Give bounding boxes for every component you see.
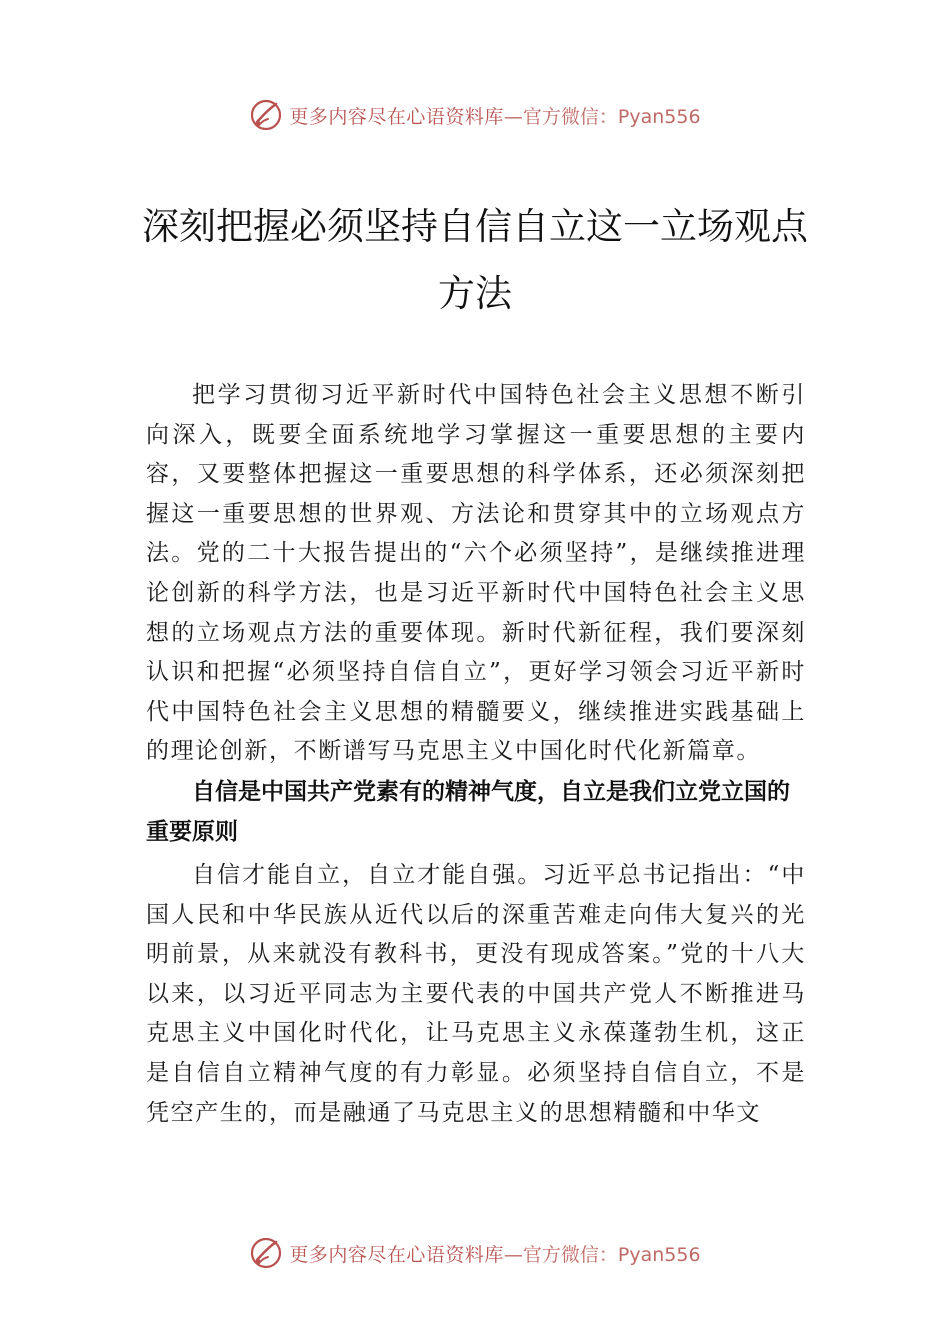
paragraph-intro: 把学习贯彻习近平新时代中国特色社会主义思想不断引向深入，既要全面系统地学习掌握这一重要思想的主要内容，又要整体把握这一重要思想的科学体系，还必须深刻把握这一重要思想的世界观、方法论和贯穿其中的立场观点方法。党的二十大报告提出的“六个必须坚持”，是继续推进理论创新的科学方法，也是习近平新时代中国特色社会主义思想的立场观点方法的重要体现。新时代新征程，我们要深刻认识和把握“必须坚持自信自立”，更好学习领会习近平新时代中国特色社会主义思想的精髓要义，继续推进实践基础上的理论创新，不断谱写马克思主义中国化时代化新篇章。 xyxy=(146,382,806,765)
document-title-line1: 深刻把握必须坚持自信自立这一立场观点 xyxy=(142,205,808,248)
paragraph-section1: 自信才能自立，自立才能自强。习近平总书记指出：“中国人民和中华民族从近代以后的深重苦难走向伟大复兴的光明前景，从来就没有教科书，更没有现成答案。”党的十八大以来，以习近平同志为主要代表的中国共产党人不断推进马克思主义中国化时代化，让马克思主义永葆蓬勃生机，这正是自信自立精神气度的有力彰显。必须坚持自信自立，不是凭空产生的，而是融通了马克思主义的思想精髓和中华文 xyxy=(146,862,806,1126)
brush-logo-icon xyxy=(249,98,283,132)
footer-site-name: 更多内容尽在心语资料库 xyxy=(289,1243,504,1266)
section-heading: 自信是中国共产党素有的精神气度，自立是我们立党立国的重要原则 xyxy=(146,779,790,845)
document-title-line2: 方法 xyxy=(438,272,512,315)
footer-banner xyxy=(0,1233,950,1273)
header-banner xyxy=(0,95,950,135)
header-wechat-label: —官方微信：Pyan556 xyxy=(503,105,701,128)
footer-wechat-label: —官方微信：Pyan556 xyxy=(503,1243,701,1266)
brush-logo-icon xyxy=(249,1236,283,1270)
header-site-name: 更多内容尽在心语资料库 xyxy=(289,105,504,128)
